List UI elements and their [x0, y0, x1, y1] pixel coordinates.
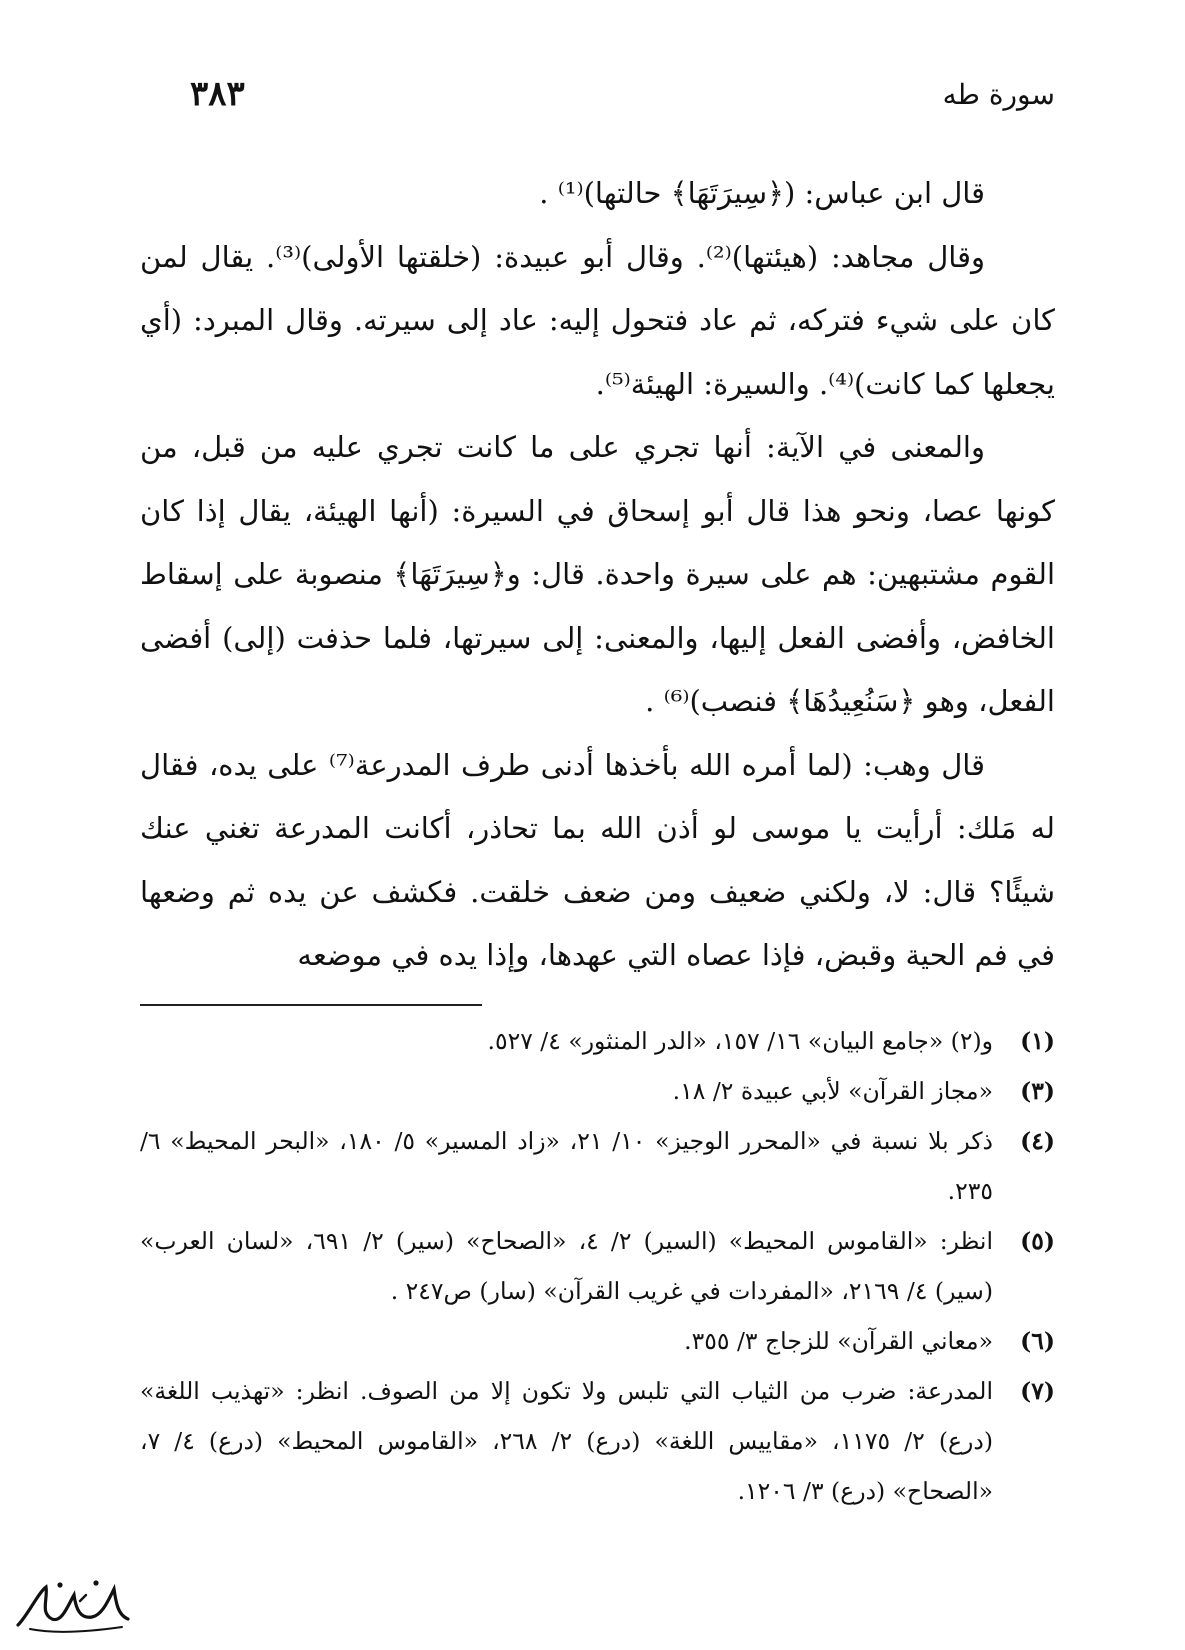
footnote [140, 1366, 1055, 1516]
footnote-number: (٦) [1020, 1327, 1055, 1355]
footnote-text: المدرعة: ضرب من الثياب التي تلبس ولا تكون إلا من الصوف. انظر: «تهذيب اللغة» (درع) ٢/ ١١٧٥، «مقاييس اللغة» (درع) ٢/ ٢٦٨، «القاموس المحيط» (درع) ٤/ ٧، «الصحاح» (درع) ٣/ ١٢٠٦. [140, 1377, 993, 1505]
footnotes [140, 1016, 1055, 1516]
footnote [140, 1216, 1055, 1316]
calligraphy-logo-icon [10, 1575, 135, 1637]
footnote-number: (١) [1020, 1027, 1055, 1055]
footnote-number: (٥) [1020, 1227, 1055, 1255]
footnote-number: (٧) [1020, 1377, 1055, 1405]
footnote [140, 1016, 1055, 1066]
footnote [140, 1116, 1055, 1216]
footnote [140, 1066, 1055, 1116]
page-number: ٣٨٣ [190, 74, 245, 114]
paragraph: قال ابن عباس: (﴿سِيرَتَهَا﴾ حالتها)⁽¹⁾ . [539, 176, 985, 210]
paragraph: قال وهب: (لما أمره الله بأخذها أدنى طرف المدرعة⁽⁷⁾ على يده، فقال له مَلك: أرأيت يا موسى لو أذن الله بما تحاذر، أكانت المدرعة تغني عنك شيئًا؟ قال: لا، ولكني ضعيف ومن ضعف خلقت. فكشف عن يده ثم وضعها في فم الحية وقبض، فإذا عصاه التي عهدها، وإذا يده في موضعه [140, 747, 1055, 972]
footnote-text: انظر: «القاموس المحيط» (السير) ٢/ ٤، «الصحاح» (سير) ٢/ ٦٩١، «لسان العرب» (سير) ٤/ ٢١٦٩، «المفردات في غريب القرآن» (سار) ص٢٤٧ . [140, 1227, 993, 1305]
footnote-text: «مجاز القرآن» لأبي عبيدة ٢/ ١٨. [672, 1077, 993, 1105]
footnote-number: (٣) [1020, 1077, 1055, 1105]
paragraph: وقال مجاهد: (هيئتها)⁽²⁾. وقال أبو عبيدة: (خلقتها الأولى)⁽³⁾. يقال لمن كان على شيء فتركه، ثم عاد فتحول إليه: عاد إلى سيرته. وقال المبرد: (أي يجعلها كما كانت)⁽⁴⁾. والسيرة: الهيئة⁽⁵⁾. [140, 239, 1055, 401]
main-text [140, 162, 1055, 988]
surah-title: سورة طه [942, 78, 1055, 111]
footnote-text: «معاني القرآن» للزجاج ٣/ ٣٥٥. [684, 1327, 993, 1355]
footnote-separator [140, 1004, 482, 1006]
paragraph: والمعنى في الآية: أنها تجري على ما كانت تجري عليه من قبل، من كونها عصا، ونحو هذا قال أبو إسحاق في السيرة: (أنها الهيئة، يقال إذا كان القوم مشتبهين: هم على سيرة واحدة. قال: و﴿سِيرَتَهَا﴾ منصوبة على إسقاط الخافض، وأفضى الفعل إليها، والمعنى: إلى سيرتها، فلما حذفت (إلى) أفضى الفعل، وهو ﴿سَنُعِيدُهَا﴾ فنصب)⁽⁶⁾ . [140, 430, 1055, 718]
footnote-text: و(٢) «جامع البيان» ١٦/ ١٥٧، «الدر المنثور» ٤/ ٥٢٧. [487, 1027, 993, 1055]
page-header [190, 74, 1055, 128]
footnote-number: (٤) [1020, 1127, 1055, 1155]
footnote [140, 1316, 1055, 1366]
footnote-text: ذكر بلا نسبة في «المحرر الوجيز» ١٠/ ٢١، «زاد المسير» ٥/ ١٨٠، «البحر المحيط» ٦/ ٢٣٥. [140, 1127, 994, 1205]
